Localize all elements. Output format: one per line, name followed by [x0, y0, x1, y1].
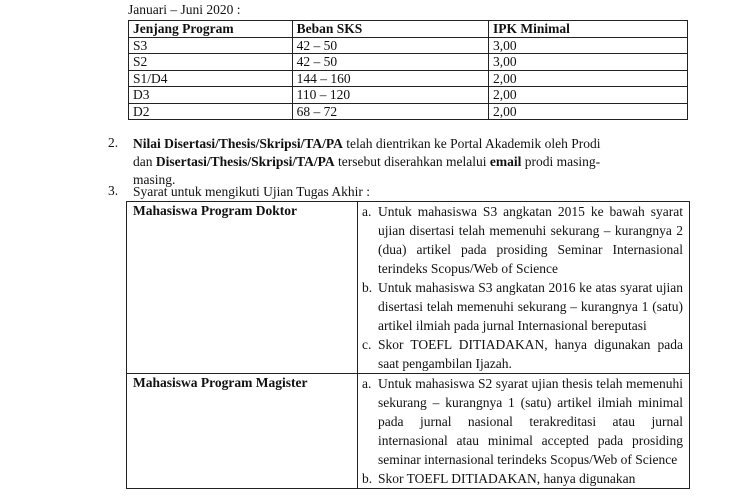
table-cell: 2,00: [488, 87, 687, 104]
table-cell: 42 – 50: [292, 54, 488, 71]
table-cell: 42 – 50: [292, 37, 488, 54]
program-label: Mahasiswa Program Doktor: [127, 202, 358, 374]
table-cell: 2,00: [488, 70, 687, 87]
list-marker: b.: [362, 280, 373, 295]
table-cell: S2: [129, 54, 293, 71]
text: prodi masing-: [521, 154, 601, 169]
table-row: [129, 103, 688, 120]
table-row: [129, 70, 688, 87]
bold-text: Disertasi/Thesis/Skripsi/TA/PA: [155, 154, 335, 169]
column-header: Jenjang Program: [129, 21, 293, 38]
list-marker: a.: [362, 204, 372, 219]
table-cell: D3: [129, 87, 293, 104]
table-row: [129, 87, 688, 104]
list-item-text: Untuk mahasiswa S3 angkatan 2015 ke bawah syarat ujian disertasi telah memenuhi sekurang – kurangnya 2 (dua) artikel pada prosiding Seminar Internasional terindeks Scopus/Web of Science: [378, 204, 683, 276]
thesis-exam-requirements-table: [126, 201, 690, 489]
text: tersebut diserahkan melalui: [334, 154, 490, 169]
column-header: Beban SKS: [292, 21, 488, 38]
list-marker: b.: [362, 471, 373, 486]
item-number: 2.: [108, 135, 119, 150]
table-cell: 68 – 72: [292, 103, 488, 120]
table-cell: D2: [129, 103, 293, 120]
item-3-text: Syarat untuk mengikuti Ujian Tugas Akhir :: [133, 184, 371, 199]
intro-tail: Januari – Juni 2020 :: [128, 2, 241, 17]
requirements-cell: [358, 202, 690, 374]
table-row: [127, 202, 690, 374]
table-cell: 144 – 160: [292, 70, 488, 87]
table-cell: 3,00: [488, 54, 687, 71]
list-item-text: Untuk mahasiswa S3 angkatan 2016 ke atas syarat ujian disertasi telah memenuhi sekurang – kurangnya 1 (satu) artikel ilmiah pada jurnal Internasional bereputasi: [378, 280, 683, 333]
list-item: [358, 469, 683, 488]
list-item-text: Skor TOEFL DITIADAKAN, hanya digunakan pada saat pengambilan Ijazah.: [378, 337, 683, 371]
table-row: [129, 37, 688, 54]
requirements-cell: [358, 374, 690, 489]
program-label: Mahasiswa Program Magister: [127, 374, 358, 489]
bold-text: Nilai Disertasi/Thesis/Skripsi/TA/PA: [133, 136, 343, 151]
text: masing.: [133, 172, 176, 187]
list-item: [358, 374, 683, 469]
table-cell: S1/D4: [129, 70, 293, 87]
table-cell: 110 – 120: [292, 87, 488, 104]
table-header-row: [129, 21, 688, 38]
text: dan: [133, 154, 156, 169]
list-item: [358, 335, 683, 373]
requirements-list: [358, 374, 689, 488]
list-item: [358, 278, 683, 335]
list-item: [358, 202, 683, 278]
table-cell: S3: [129, 37, 293, 54]
table-cell: 3,00: [488, 37, 687, 54]
item-number: 3.: [108, 183, 119, 198]
table-row: [129, 54, 688, 71]
list-item-text: Skor TOEFL DITIADAKAN, hanya digunakan: [378, 471, 636, 486]
list-marker: c.: [362, 337, 372, 352]
table-cell: 2,00: [488, 103, 687, 120]
list-item-text: Untuk mahasiswa S2 syarat ujian thesis telah memenuhi sekurang – kurangnya 1 (satu) artikel ilmiah minimal pada jurnal nasional terakreditasi atau jurnal internasional atau minimal accepted pada prosiding seminar internasional terindeks Scopus/Web of Science: [378, 376, 683, 467]
requirements-list: [358, 202, 689, 373]
list-marker: a.: [362, 376, 372, 391]
column-header: IPK Minimal: [488, 21, 687, 38]
table-row: [127, 374, 690, 489]
item-2-paragraph: [133, 135, 693, 189]
bold-text: email: [489, 154, 522, 169]
program-requirements-table: [128, 20, 688, 120]
text: telah dientrikan ke Portal Akademik oleh Prodi: [342, 136, 601, 151]
